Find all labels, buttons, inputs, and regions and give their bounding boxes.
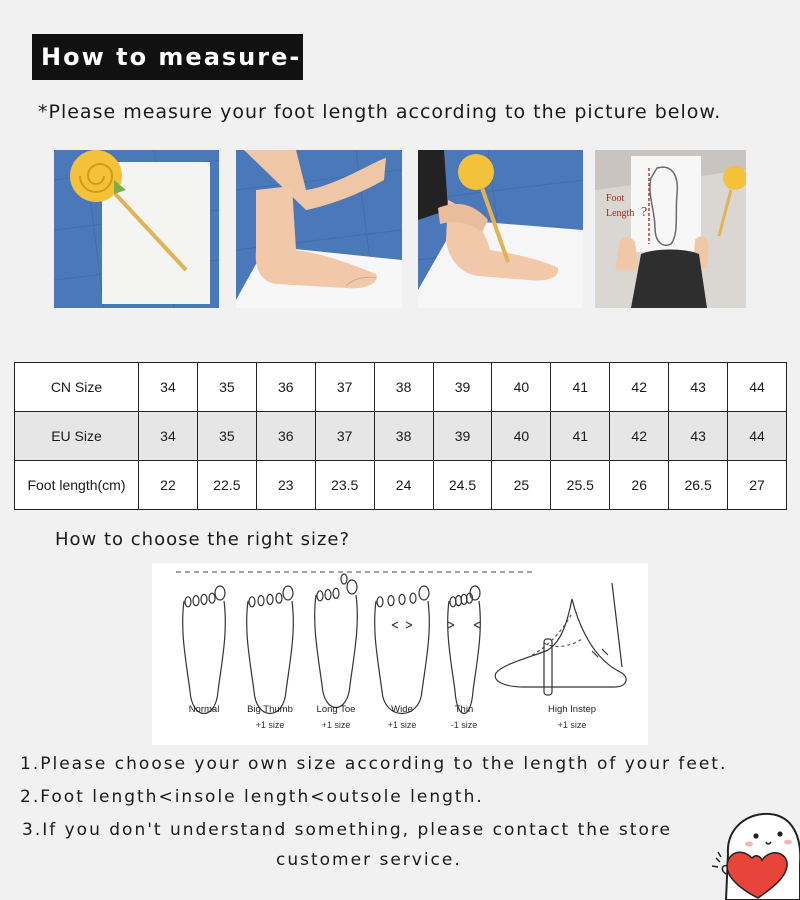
svg-text:?: ?: [641, 205, 648, 220]
size-cell: 36: [256, 412, 315, 461]
foot-on-paper-photo: [236, 150, 402, 308]
size-cell: 26.5: [669, 461, 728, 510]
size-cell: 42: [610, 363, 669, 412]
size-table-row: [15, 363, 787, 412]
size-cell: 24: [374, 461, 433, 510]
size-cell: 38: [374, 363, 433, 412]
size-cell: 25.5: [551, 461, 610, 510]
size-cell: 38: [374, 412, 433, 461]
size-cell: 37: [315, 412, 374, 461]
choose-size-title: How to choose the right size?: [55, 529, 351, 550]
foot-type-label: High Instep: [547, 704, 597, 715]
foot-size-adjustment: +1 size: [255, 720, 285, 730]
size-chart-table: [14, 362, 787, 510]
size-row-label: Foot length(cm): [15, 461, 139, 510]
measure-instruction: *Please measure your foot length according to the picture below.: [38, 101, 722, 123]
size-row-label: EU Size: [15, 412, 139, 461]
tracing-foot-photo: [418, 150, 583, 308]
foot-label-line1: Foot: [606, 193, 625, 204]
size-cell: 44: [728, 363, 787, 412]
size-cell: 36: [256, 363, 315, 412]
size-cell: 35: [197, 412, 256, 461]
size-cell: 27: [728, 461, 787, 510]
foot-outline-icon: [183, 586, 226, 714]
size-cell: 26: [610, 461, 669, 510]
size-cell: 44: [728, 412, 787, 461]
foot-label-line2: Length: [606, 208, 635, 219]
tip-contact-service: 3.If you don't understand something, please contact the store: [22, 820, 672, 840]
size-cell: 25: [492, 461, 551, 510]
foot-size-adjustment: +1 size: [321, 720, 351, 730]
size-cell: 39: [433, 412, 492, 461]
size-cell: 43: [669, 412, 728, 461]
size-row-label: CN Size: [15, 363, 139, 412]
size-cell: 40: [492, 363, 551, 412]
size-cell: 37: [315, 363, 374, 412]
foot-outline-icon: [315, 574, 358, 708]
size-table-row: [15, 461, 787, 510]
foot-size-adjustment: -1 size: [450, 720, 478, 730]
foot-length-outline-photo: [595, 150, 746, 308]
size-cell: 22.5: [197, 461, 256, 510]
heart-mascot-icon: [708, 804, 800, 900]
size-cell: 34: [139, 412, 198, 461]
tip-contact-service-cont: customer service.: [276, 850, 462, 870]
size-cell: 40: [492, 412, 551, 461]
foot-outline-icon: [247, 586, 294, 714]
foot-size-adjustment: +1 size: [387, 720, 417, 730]
high-instep-foot-icon: [495, 583, 626, 695]
size-cell: 34: [139, 363, 198, 412]
size-table-row: [15, 412, 787, 461]
size-cell: 23.5: [315, 461, 374, 510]
size-cell: 41: [551, 363, 610, 412]
size-cell: 42: [610, 412, 669, 461]
tip-length-order: 2.Foot length<insole length<outsole length.: [20, 787, 484, 807]
size-cell: 43: [669, 363, 728, 412]
foot-outline-icon: [375, 586, 430, 714]
size-cell: 24.5: [433, 461, 492, 510]
foot-type-label: Normal: [188, 704, 220, 715]
size-cell: 41: [551, 412, 610, 461]
foot-type-label: Long Toe: [316, 704, 356, 715]
foot-size-adjustment: +1 size: [557, 720, 587, 730]
size-cell: 23: [256, 461, 315, 510]
size-cell: 22: [139, 461, 198, 510]
foot-type-label: Big Thumb: [247, 704, 293, 715]
paper-and-pen-photo: [54, 150, 219, 308]
page-title: How to measure-: [32, 34, 303, 80]
foot-outline-icon: [448, 586, 481, 714]
foot-type-label: Wide: [391, 704, 413, 715]
size-cell: 39: [433, 363, 492, 412]
foot-type-diagram: [152, 563, 648, 745]
size-cell: 35: [197, 363, 256, 412]
tip-choose-size: 1.Please choose your own size according to the length of your feet.: [20, 754, 728, 774]
foot-type-label: Thin: [454, 704, 474, 715]
